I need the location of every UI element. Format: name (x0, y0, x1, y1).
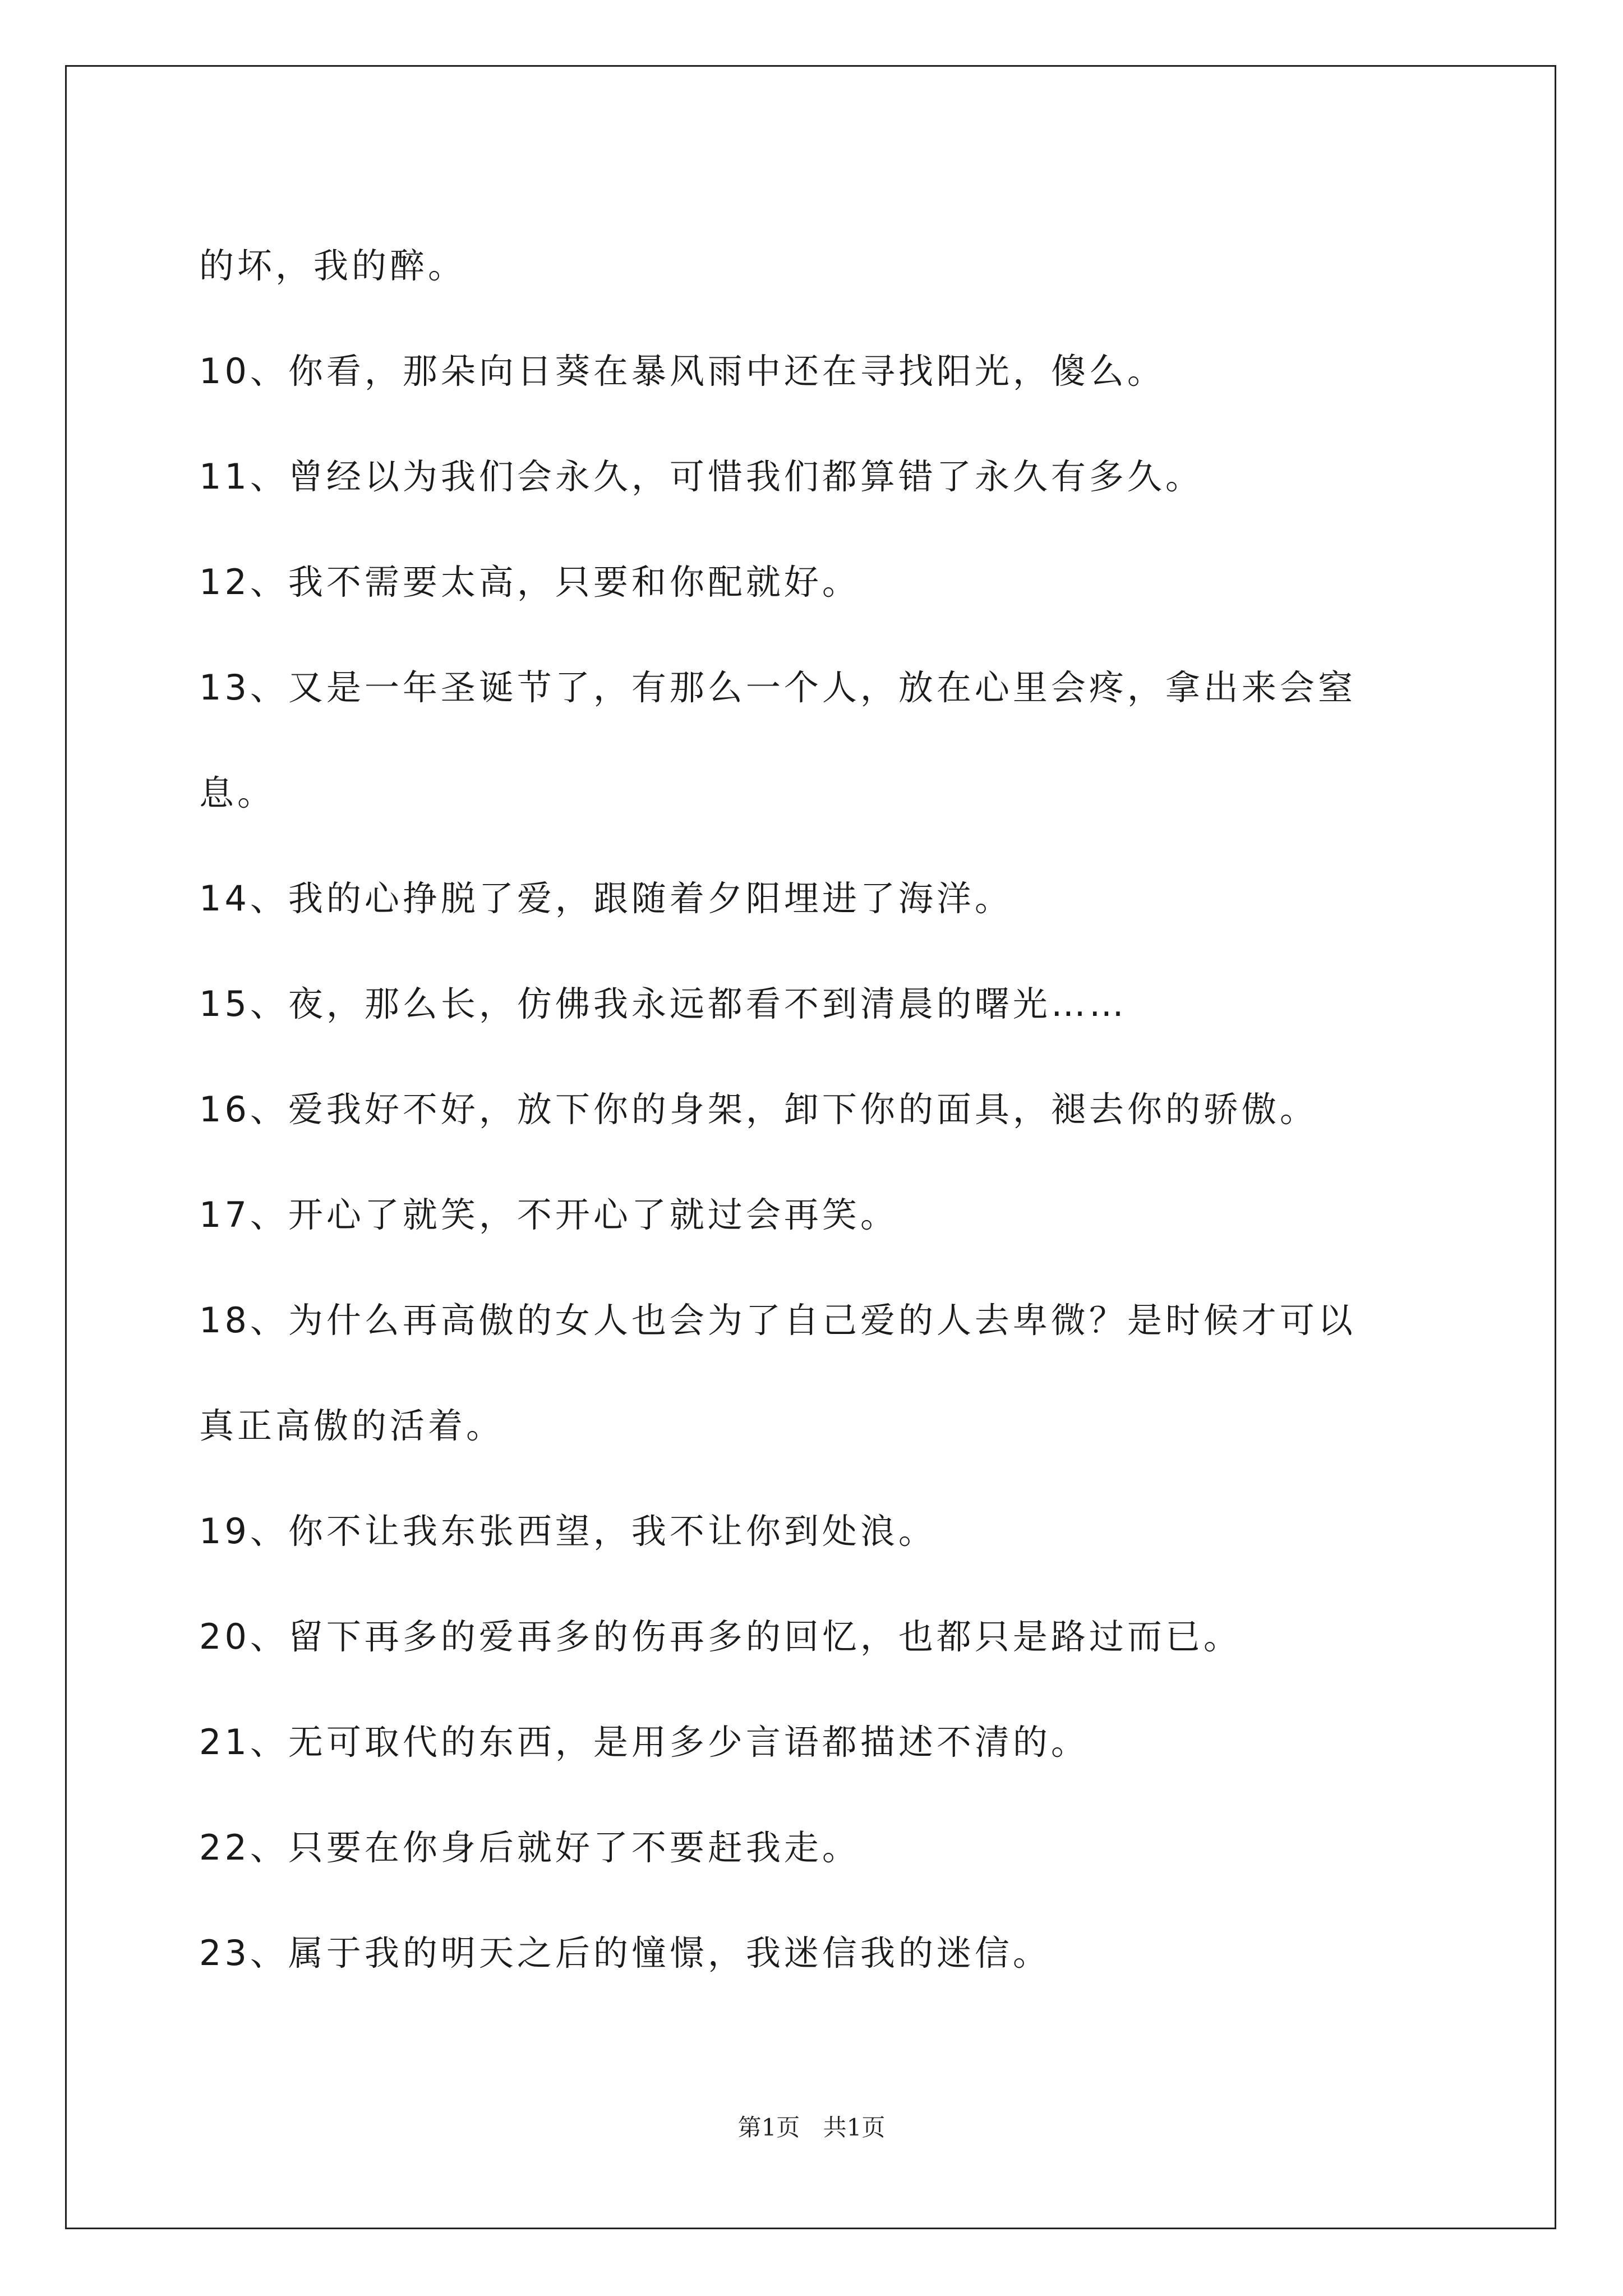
text-line: 10、你看，那朵向日葵在暴风雨中还在寻找阳光，傻么。 (199, 351, 1165, 392)
text-line: 11、曾经以为我们会永久，可惜我们都算错了永久有多久。 (199, 456, 1204, 497)
text-line: 18、为什么再高傲的女人也会为了自己爱的人去卑微？是时候才可以 (199, 1300, 1356, 1341)
page-footer (0, 2109, 1623, 2143)
text-line: 23、属于我的明天之后的憧憬，我迷信我的迷信。 (199, 1932, 1051, 1973)
text-line: 19、你不让我东张西望，我不让你到处浪。 (199, 1511, 937, 1552)
page-total: 共1页 (823, 2114, 886, 2141)
text-line: 17、开心了就笑，不开心了就过会再笑。 (199, 1194, 898, 1235)
text-line: 真正高傲的活着。 (199, 1405, 505, 1446)
document-body (199, 213, 1450, 2006)
page-number: 第1页 (737, 2114, 800, 2141)
text-line: 13、又是一年圣诞节了，有那么一个人，放在心里会疼，拿出来会窒 (199, 667, 1356, 708)
text-line: 14、我的心挣脱了爱，跟随着夕阳埋进了海洋。 (199, 878, 1013, 919)
text-line: 息。 (199, 772, 276, 813)
text-line: 15、夜，那么长，仿佛我永远都看不到清晨的曙光…… (199, 983, 1127, 1024)
text-line: 12、我不需要太高，只要和你配就好。 (199, 562, 860, 602)
text-line: 20、留下再多的爱再多的伤再多的回忆，也都只是路过而已。 (199, 1616, 1242, 1657)
text-line: 的坏，我的醉。 (199, 245, 467, 286)
text-line: 22、只要在你身后就好了不要赶我走。 (199, 1827, 860, 1868)
text-line: 16、爱我好不好，放下你的身架，卸下你的面具，褪去你的骄傲。 (199, 1089, 1318, 1130)
text-line: 21、无可取代的东西，是用多少言语都描述不清的。 (199, 1722, 1089, 1763)
